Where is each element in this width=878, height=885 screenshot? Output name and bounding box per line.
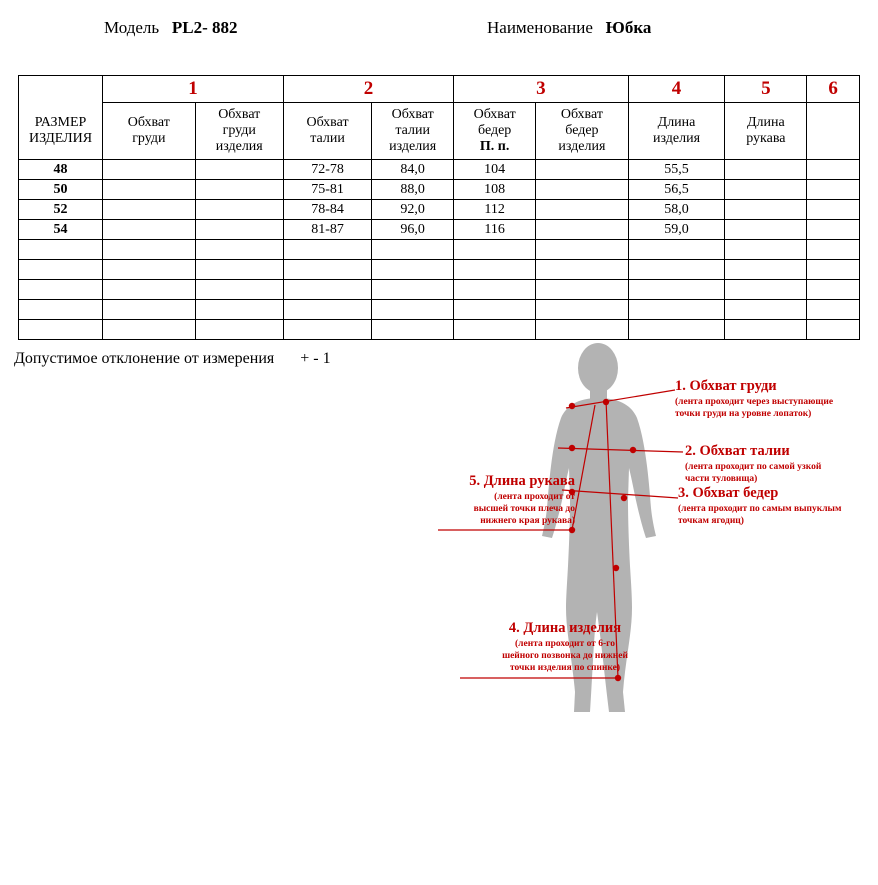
column-number-3: 3 (454, 76, 628, 103)
header-garment-length (628, 103, 725, 160)
cell-waist-garment (372, 320, 454, 340)
cell-hips (454, 300, 536, 320)
table-row (19, 280, 860, 300)
header-sleeve-length (725, 103, 807, 160)
header-bust-line2: груди (132, 131, 166, 146)
cell-waist-garment (372, 240, 454, 260)
cell-bust (103, 300, 196, 320)
cell-extra (807, 160, 860, 180)
table-header-row (19, 103, 860, 160)
callout-bust (675, 378, 833, 421)
cell-bust (103, 240, 196, 260)
cell-waist (283, 300, 371, 320)
header-bust (103, 103, 196, 160)
callout-garment-length-title: 4. Длина изделия (508, 620, 622, 636)
row-size (19, 280, 103, 300)
header-hips-line3: П. п. (479, 139, 510, 155)
cell-hips (454, 320, 536, 340)
cell-hips-garment (536, 260, 629, 280)
cell-bust-garment (195, 200, 283, 220)
row-size: 48 (19, 160, 103, 180)
cell-extra (807, 300, 860, 320)
cell-sleeve-length (725, 220, 807, 240)
cell-bust-garment (195, 160, 283, 180)
header-hips-garment-line2: бедер (565, 122, 599, 138)
header-hips-line2: бедер (478, 122, 512, 138)
cell-bust-garment (195, 240, 283, 260)
callout-waist-desc (685, 462, 821, 486)
table-row (19, 320, 860, 340)
row-size (19, 260, 103, 280)
header-hips (454, 103, 536, 160)
cell-hips: 112 (454, 200, 536, 220)
table-row (19, 200, 860, 220)
size-table (18, 75, 860, 340)
callout-bust-desc-line2: точки груди на уровне лопаток) (675, 409, 812, 420)
cell-hips (454, 280, 536, 300)
callout-hips-title: 3. Обхват бедер (678, 485, 779, 501)
cell-garment-length: 55,5 (628, 160, 725, 180)
header-waist-garment-line3: изделия (389, 139, 437, 155)
cell-waist-garment (372, 300, 454, 320)
table-row (19, 220, 860, 240)
cell-hips-garment (536, 300, 629, 320)
cell-bust-garment (195, 300, 283, 320)
cell-bust-garment (195, 320, 283, 340)
cell-extra (807, 320, 860, 340)
cell-bust (103, 180, 196, 200)
row-size: 52 (19, 200, 103, 220)
cell-bust (103, 280, 196, 300)
header-bust-garment (195, 103, 283, 160)
header-bust-line1: Обхват (127, 114, 170, 130)
header-hips-garment-line3: изделия (558, 139, 606, 155)
cell-bust-garment (195, 180, 283, 200)
cell-bust (103, 260, 196, 280)
cell-waist-garment (372, 280, 454, 300)
header-sleeve-length-line2: рукава (746, 131, 786, 146)
cell-extra (807, 200, 860, 220)
cell-hips-garment (536, 320, 629, 340)
cell-hips-garment (536, 240, 629, 260)
cell-waist-garment: 96,0 (372, 220, 454, 240)
corner-cell-top (19, 76, 103, 103)
cell-garment-length (628, 280, 725, 300)
cell-waist: 78-84 (283, 200, 371, 220)
model-label: Модель (104, 18, 160, 37)
callout-garment-length-desc-line3: точки изделия по спинке) (509, 663, 621, 674)
cell-bust (103, 320, 196, 340)
cell-waist (283, 280, 371, 300)
cell-waist: 81-87 (283, 220, 371, 240)
cell-bust (103, 220, 196, 240)
cell-bust-garment (195, 260, 283, 280)
row-size (19, 300, 103, 320)
cell-hips: 104 (454, 160, 536, 180)
header-hips-garment-line1: Обхват (560, 106, 603, 122)
table-row (19, 260, 860, 280)
callout-garment-length (465, 620, 665, 675)
column-number-6: 6 (807, 76, 860, 103)
callout-bust-title: 1. Обхват груди (675, 378, 777, 394)
table-number-row (19, 76, 860, 103)
callout-sleeve-length (430, 473, 575, 528)
callout-garment-length-desc-line2: шейного позвонка до нижней (502, 651, 628, 662)
cell-sleeve-length (725, 280, 807, 300)
header-bust-garment-line1: Обхват (218, 106, 261, 122)
column-number-5: 5 (725, 76, 807, 103)
cell-sleeve-length (725, 160, 807, 180)
row-size: 54 (19, 220, 103, 240)
callout-hips-desc-line2: точкам ягодиц) (678, 516, 744, 527)
cell-hips (454, 240, 536, 260)
cell-sleeve-length (725, 240, 807, 260)
tolerance-value: + - 1 (300, 350, 331, 367)
cell-hips (454, 260, 536, 280)
callout-waist (685, 443, 821, 486)
cell-hips: 108 (454, 180, 536, 200)
cell-garment-length: 58,0 (628, 200, 725, 220)
cell-waist-garment: 84,0 (372, 160, 454, 180)
callout-hips-desc (678, 504, 841, 528)
cell-waist: 72-78 (283, 160, 371, 180)
cell-extra (807, 280, 860, 300)
measurement-figure (420, 340, 878, 740)
callout-garment-length-desc (465, 639, 665, 675)
row-size (19, 240, 103, 260)
cell-garment-length (628, 320, 725, 340)
product-name-label: Наименование (487, 18, 593, 37)
size-column-header (19, 103, 103, 160)
header-waist-line1: Обхват (306, 114, 349, 130)
callout-bust-desc-line1: (лента проходит через выступающие (675, 397, 834, 408)
header-waist (283, 103, 371, 160)
header-garment-length-line1: Длина (657, 114, 696, 130)
cell-garment-length: 56,5 (628, 180, 725, 200)
cell-garment-length: 59,0 (628, 220, 725, 240)
header-bust-garment-line3: изделия (215, 139, 263, 155)
callout-sleeve-length-desc (430, 492, 575, 528)
cell-sleeve-length (725, 320, 807, 340)
cell-hips-garment (536, 220, 629, 240)
cell-extra (807, 260, 860, 280)
header-garment-length-line2: изделия (652, 131, 701, 146)
tolerance-note (14, 350, 331, 368)
cell-bust-garment (195, 220, 283, 240)
callout-waist-desc-line2: части туловища) (685, 474, 758, 485)
column-number-1: 1 (103, 76, 284, 103)
cell-bust (103, 200, 196, 220)
cell-extra (807, 180, 860, 200)
product-name-value: Юбка (605, 18, 652, 37)
cell-waist-garment (372, 260, 454, 280)
table-row (19, 180, 860, 200)
cell-hips-garment (536, 160, 629, 180)
cell-waist (283, 320, 371, 340)
callout-sleeve-length-desc-line3: нижнего края рукава) (480, 516, 575, 527)
model-field (104, 18, 238, 38)
size-column-header-line1: РАЗМЕР (34, 114, 87, 130)
cell-extra (807, 240, 860, 260)
cell-hips-garment (536, 180, 629, 200)
cell-hips-garment (536, 200, 629, 220)
product-name-field (487, 18, 651, 38)
callout-sleeve-length-title: 5. Длина рукава (469, 473, 575, 489)
cell-garment-length (628, 300, 725, 320)
cell-sleeve-length (725, 200, 807, 220)
callout-waist-title: 2. Обхват талии (685, 443, 790, 459)
header-hips-line1: Обхват (473, 106, 516, 122)
cell-waist (283, 240, 371, 260)
header-extra (807, 103, 860, 160)
header-sleeve-length-line1: Длина (746, 114, 785, 130)
callout-hips-desc-line1: (лента проходит по самым выпуклым (678, 504, 842, 515)
cell-hips: 116 (454, 220, 536, 240)
header-bust-garment-line2: груди (222, 122, 256, 138)
header-waist-line2: талии (310, 131, 345, 146)
cell-sleeve-length (725, 260, 807, 280)
callout-bust-desc (675, 397, 833, 421)
header-waist-garment-line1: Обхват (391, 106, 434, 122)
model-value: PL2- 882 (171, 18, 238, 37)
cell-bust-garment (195, 280, 283, 300)
header-waist-garment-line2: талии (395, 122, 430, 138)
callout-hips (678, 485, 841, 528)
cell-waist-garment: 92,0 (372, 200, 454, 220)
callout-sleeve-length-desc-line2: высшей точки плеча до (473, 504, 575, 515)
cell-bust (103, 160, 196, 180)
callout-garment-length-desc-line1: (лента проходит от 6-го (515, 639, 615, 650)
cell-hips-garment (536, 280, 629, 300)
row-size: 50 (19, 180, 103, 200)
cell-garment-length (628, 240, 725, 260)
column-number-2: 2 (283, 76, 453, 103)
callout-waist-desc-line1: (лента проходит по самой узкой (685, 462, 822, 473)
size-column-header-line2: ИЗДЕЛИЯ (28, 130, 93, 146)
cell-waist (283, 260, 371, 280)
header-hips-garment (536, 103, 629, 160)
table-row (19, 240, 860, 260)
cell-sleeve-length (725, 300, 807, 320)
table-row (19, 160, 860, 180)
column-number-4: 4 (628, 76, 725, 103)
row-size (19, 320, 103, 340)
tolerance-text: Допустимое отклонение от измерения (14, 350, 275, 367)
header-waist-garment (372, 103, 454, 160)
callout-sleeve-length-desc-line1: (лента проходит от (494, 492, 575, 503)
table-row (19, 300, 860, 320)
cell-waist-garment: 88,0 (372, 180, 454, 200)
cell-sleeve-length (725, 180, 807, 200)
cell-garment-length (628, 260, 725, 280)
cell-extra (807, 220, 860, 240)
cell-waist: 75-81 (283, 180, 371, 200)
document-header (0, 18, 878, 44)
